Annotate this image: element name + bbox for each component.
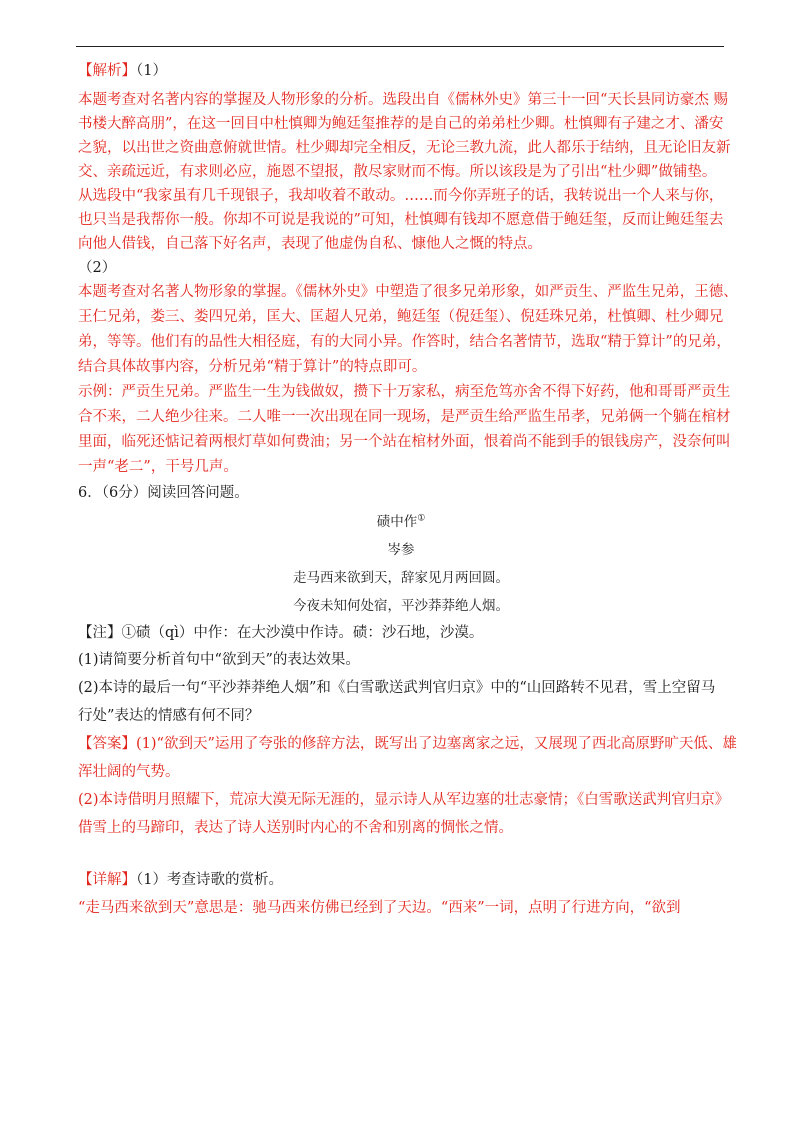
poem-note: 【注】①碛（qì）中作：在大沙漠中作诗。碛：沙石地，沙漠。 <box>78 625 484 641</box>
analysis-part2-num: （2） <box>78 260 117 276</box>
analysis-line: 向他人借钱，自己落下好名声，表现了他虚伪自私、慷他人之慨的特点。 <box>78 236 542 252</box>
question-2-line: 行处”表达的情感有何不同？ <box>78 708 260 724</box>
analysis-part1-num: （1） <box>136 63 167 79</box>
header-rule <box>76 46 724 47</box>
poem-title-line <box>78 508 724 536</box>
analysis-line: 本题考查对名著人物形象的掌握。《儒林外史》中塑造了很多兄弟形象，如严贡生、严监生兄弟，王德、 <box>78 284 738 300</box>
detail-line: “走马西来欲到天”意思是：驰马西来仿佛已经到了天边。“西来”一词，点明了行进方向，“欲到 <box>78 900 681 916</box>
detail-heading <box>78 866 724 894</box>
question-2-line: (2)本诗的最后一句“平沙莽莽绝人烟”和《白雪歌送武判官归京》中的“山回路转不见君，雪上空留马 <box>78 680 716 696</box>
analysis-tag: 【解析】 <box>78 63 136 79</box>
analysis-line: 王仁兄弟，娄三、娄四兄弟，匡大、匡超人兄弟，鲍廷玺（倪廷玺）、倪廷珠兄弟，杜慎卿、杜少卿兄 <box>78 309 724 325</box>
document-page <box>78 62 738 922</box>
poem-line: 走马西来欲到天，辞家见月两回圆。 <box>293 570 509 586</box>
analysis-line: 一声“老二”，干号几声。 <box>78 459 238 475</box>
analysis-line: 从选段中“我家虽有几千现银子，我却收着不敢动。……而今你弄班子的话，我转说出一个人来与你， <box>78 188 724 204</box>
analysis-line: 里面，临死还惦记着两根灯草如何费油；另一个站在棺材外面，恨着尚不能到手的银钱房产，没奈何叫 <box>78 434 731 450</box>
analysis-line: 交、亲疏远近，有求则必应，施恩不望报，散尽家财而不悔。所以该段是为了引出“杜少卿”做铺垫。 <box>78 164 717 180</box>
answer-line: 浑壮阔的气势。 <box>78 764 180 780</box>
poem-author: 岑参 <box>387 542 415 558</box>
analysis-line: 示例：严贡生兄弟。严监生一生为钱做奴，攒下十万家私，病至危笃亦舍不得下好药，他和哥哥严贡生 <box>78 384 731 400</box>
poem-line: 今夜未知何处宿，平沙莽莽绝人烟。 <box>293 598 509 614</box>
question-header: 6．（6分）阅读回答问题。 <box>78 485 249 501</box>
analysis-heading <box>78 62 724 80</box>
answer-line: 借雪上的马蹄印，表达了诗人送别时内心的不舍和别离的惆怅之情。 <box>78 820 513 836</box>
poem-note-mark: ① <box>417 513 426 524</box>
analysis-line: 合不来，二人绝少往来。二人唯一一次出现在同一现场，是严贡生给严监生吊孝，兄弟俩一个躺在棺材 <box>78 409 731 425</box>
detail-head: （1）考查诗歌的赏析。 <box>136 872 283 888</box>
poem-title: 碛中作 <box>376 514 418 530</box>
analysis-line: 书楼大醉高朋”，在这一回目中杜慎卿为鲍廷玺推荐的是自己的弟弟杜少卿。杜慎卿有子建之才、潘安 <box>78 116 724 132</box>
analysis-part1 <box>78 88 731 256</box>
analysis-line: 本题考查对名著内容的掌握及人物形象的分析。选段出自《儒林外史》第三十一回“天长县同访豪杰 赐 <box>78 92 729 108</box>
answer-1-text: (1)“欲到天”运用了夸张的修辞方法，既写出了边塞离家之远，又展现了西北高原野旷天低、雄 <box>136 736 737 752</box>
answer-line-1 <box>78 730 737 758</box>
answer-tag: 【答案】 <box>78 736 136 752</box>
detail-tag: 【详解】 <box>78 872 136 888</box>
analysis-line: 也只当是我帮你一般。你却不可说是我说的”可知，杜慎卿有钱却不愿意借于鲍廷玺，反而让鲍廷玺去 <box>78 212 724 228</box>
question-1: (1)请简要分析首句中“欲到天”的表达效果。 <box>78 652 360 668</box>
analysis-line: 弟，等等。他们有的品性大相径庭，有的大同小异。作答时，结合名著情节，选取“精于算计”的兄弟， <box>78 334 731 350</box>
answer-line: (2)本诗借明月照耀下，荒凉大漠无际无涯的，显示诗人从军边塞的壮志豪情；《白雪歌送武判官归京》 <box>78 792 730 808</box>
analysis-line: 之貌，以出世之资曲意俯就世情。杜少卿却完全相反，无论三教九流，此人都乐于结纳，且无论旧友新 <box>78 140 731 156</box>
analysis-part2 <box>78 280 738 480</box>
analysis-line: 结合具体故事内容，分析兄弟“精于算计”的特点即可。 <box>78 359 427 375</box>
